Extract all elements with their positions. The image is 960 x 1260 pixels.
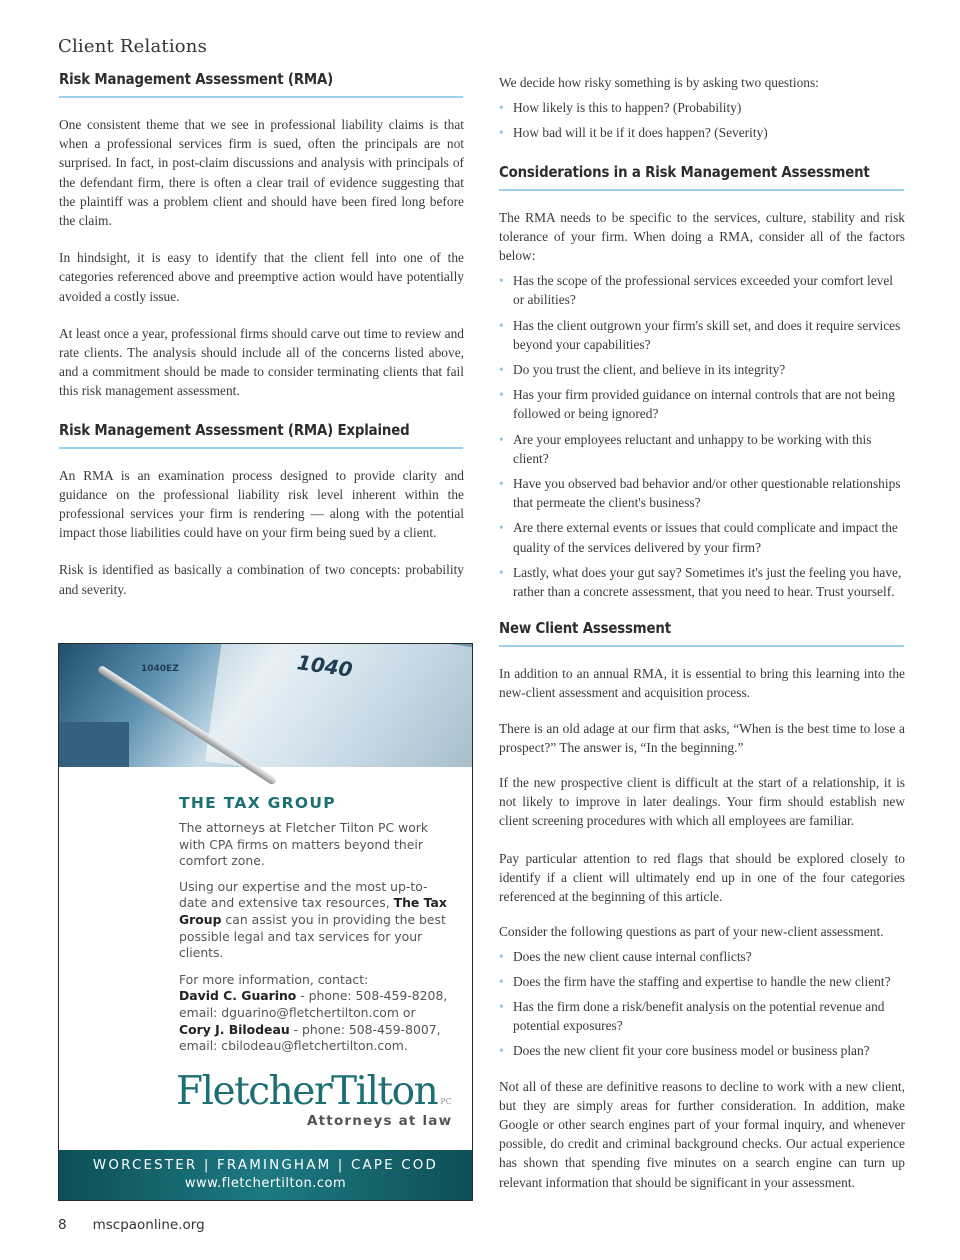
ad-footer-bar xyxy=(59,1150,472,1200)
rma-heading: Risk Management Assessment (RMA) xyxy=(59,70,463,98)
contact-intro: For more information, contact: xyxy=(179,971,369,987)
rma-explained-paragraph-1: An RMA is an examination process designed to provide clarity and guidance on the professional liability risk level inherent within the professional services your firm is rendering — along with the potential impact those liabilities could have on your firm being sued by a client. xyxy=(59,467,464,541)
office-locations: WORCESTER | FRAMINGHAM | CAPE COD xyxy=(92,1158,439,1173)
tax-form-photo xyxy=(59,644,472,767)
list-item: • Are your employees reluctant and unhappy to be working with this client? xyxy=(499,431,872,466)
bullet-icon: • xyxy=(499,520,504,536)
ad-services: Using our expertise and the most up-to-date and extensive tax resources, The Tax Group can assist you in providing the best possible legal and tax services for your clients. xyxy=(179,878,447,961)
list-item: • Has the scope of the professional services exceeded your comfort level or abilities? xyxy=(499,273,893,308)
rma-explained-paragraph-2: Risk is identified as basically a combination of two concepts: probability and severity. xyxy=(59,562,464,597)
left-column xyxy=(59,70,464,599)
list-item: • How likely is this to happen? (Probability) xyxy=(499,98,905,117)
list-item: • Are there external events or issues that could complicate and impact the quality of the services delivered by your firm? xyxy=(499,520,898,555)
new-client-closing: Not all of these are definitive reasons to decline to work with a new client, but they are simply areas for further consideration. In addition, make Google or other search engines part of your formal inquiry, and whenever possible, do credit and criminal background checks. Our actual experience has shown that spending five minutes on a search engine can turn up relevant information that should be significant in your assessment. xyxy=(499,1078,905,1190)
bullet-icon: • xyxy=(499,973,504,989)
list-item: • Does the new client cause internal conflicts? xyxy=(499,947,905,966)
ad-contact xyxy=(179,972,449,1055)
bullet-icon: • xyxy=(499,998,504,1014)
list-item: • How bad will it be if it does happen? (Severity) xyxy=(499,123,905,142)
bullet-icon: • xyxy=(499,362,504,378)
page-footer xyxy=(58,1217,205,1233)
bullet-icon: • xyxy=(499,431,504,447)
considerations-paragraph: The RMA needs to be specific to the services, culture, stability and risk tolerance of your firm. When doing a RMA, consider all of the factors below: xyxy=(499,209,905,264)
new-client-paragraph-5: Consider the following questions as part of your new-client assessment. xyxy=(499,924,884,940)
section-label: Client Relations xyxy=(58,36,208,57)
form-1040ez-label: 1040EZ xyxy=(141,664,179,674)
fletcher-tilton-logo: FletcherTilton PC xyxy=(176,1069,452,1114)
footer-site-link[interactable]: mscpaonline.org xyxy=(92,1217,205,1233)
list-item: • Has the firm done a risk/benefit analysis on the potential revenue and potential exposures? xyxy=(499,998,885,1034)
ad-website-link[interactable]: www.fletchertilton.com xyxy=(184,1176,347,1191)
tax-group-advertisement[interactable] xyxy=(58,643,473,1201)
contact-2-name: Cory J. Bilodeau xyxy=(179,1021,290,1037)
list-item: • Does the firm have the staffing and expertise to handle the new client? xyxy=(499,972,905,991)
new-client-paragraph-2: There is an old adage at our firm that asks, “When is the best time to lose a prospect?” The answer is, “In the beginning.” xyxy=(499,720,905,755)
rma-paragraph-1: One consistent theme that we see in professional liability claims is that when a professional services firm is sued, often the principals are not surprised. In fact, in post-claim discussions and analysis with principals of the defendant firm, there is often a clear trail of evidence suggesting that the plaintiff was a problem client and should have been fired long before the claim. xyxy=(59,117,464,229)
logo-tagline: Attorneys at law xyxy=(307,1113,453,1129)
new-client-paragraph-3: If the new prospective client is difficult at the start of a relationship, it is not likely to improve in later dealings. Your firm should establish new client screening procedures with which all employees are familiar. xyxy=(499,775,905,829)
bullet-icon: • xyxy=(499,564,504,580)
rma-paragraph-2: In hindsight, it is easy to identify that the client fell into one of the categories referenced above and preemptive action would have potentially avoided a costly issue. xyxy=(59,250,464,304)
bullet-icon: • xyxy=(499,387,504,403)
contact-1-name: David C. Guarino xyxy=(179,988,297,1004)
rma-explained-heading: Risk Management Assessment (RMA) Explained xyxy=(59,421,463,449)
list-item: • Does the new client fit your core business model or business plan? xyxy=(499,1041,905,1060)
contact-2-email[interactable]: email: cbilodeau@fletchertilton.com. xyxy=(179,1038,408,1054)
page-number: 8 xyxy=(58,1217,67,1233)
list-item: • Do you trust the client, and believe in its integrity? xyxy=(499,360,905,379)
calculator-image xyxy=(59,722,129,767)
contact-1-phone[interactable]: - phone: 508-459-8208, xyxy=(296,988,448,1004)
bullet-icon: • xyxy=(499,125,504,141)
rma-paragraph-3: At least once a year, professional firms should carve out time to review and rate clients. The analysis should include all of the concerns listed above, and a commitment should be made to consider terminating clients that fail this risk management assessment. xyxy=(59,325,464,399)
ad-intro: The attorneys at Fletcher Tilton PC work with CPA firms on matters beyond their comfort zone. xyxy=(179,820,429,869)
bullet-icon: • xyxy=(499,317,504,333)
ad-title: THE TAX GROUP xyxy=(179,794,336,812)
bullet-icon: • xyxy=(499,100,504,116)
list-item: • Has the client outgrown your firm's skill set, and does it require services beyond your capabilities? xyxy=(499,317,901,352)
bullet-icon: • xyxy=(499,1043,504,1059)
new-client-heading: New Client Assessment xyxy=(499,619,904,647)
considerations-heading: Considerations in a Risk Management Assessment xyxy=(499,163,904,191)
bullet-icon: • xyxy=(499,948,504,964)
contact-1-email[interactable]: email: dguarino@fletchertilton.com or xyxy=(179,1004,416,1020)
new-client-paragraph-4: Pay particular attention to red flags that should be explored closely to identify if a client will ultimately end up in one of the four categories referenced at the beginning of this article. xyxy=(499,850,905,905)
contact-2-phone[interactable]: - phone: 508-459-8007, xyxy=(289,1021,441,1037)
bullet-icon: • xyxy=(499,273,504,289)
list-item: • Have you observed bad behavior and/or other questionable relationships that permeate the client's business? xyxy=(499,476,901,511)
right-column xyxy=(499,73,905,1192)
bullet-icon: • xyxy=(499,476,504,492)
new-client-paragraph-1: In addition to an annual RMA, it is essential to bring this learning into the new-client assessment and acquisition process. xyxy=(499,666,905,701)
list-item: • Has your firm provided guidance on internal controls that are not being followed or being ignored? xyxy=(499,387,895,422)
list-item: • Lastly, what does your gut say? Sometimes it's just the feeling you have, rather than a concrete assessment, that you need to hear. Trust yourself. xyxy=(499,564,902,600)
considerations-list xyxy=(499,271,905,601)
risk-questions-list xyxy=(499,98,905,142)
form-1040-label: 1040 xyxy=(295,650,355,682)
risk-questions-intro: We decide how risky something is by asking two questions: xyxy=(499,75,819,90)
new-client-questions-list xyxy=(499,947,905,1061)
ad-body xyxy=(179,794,449,1064)
